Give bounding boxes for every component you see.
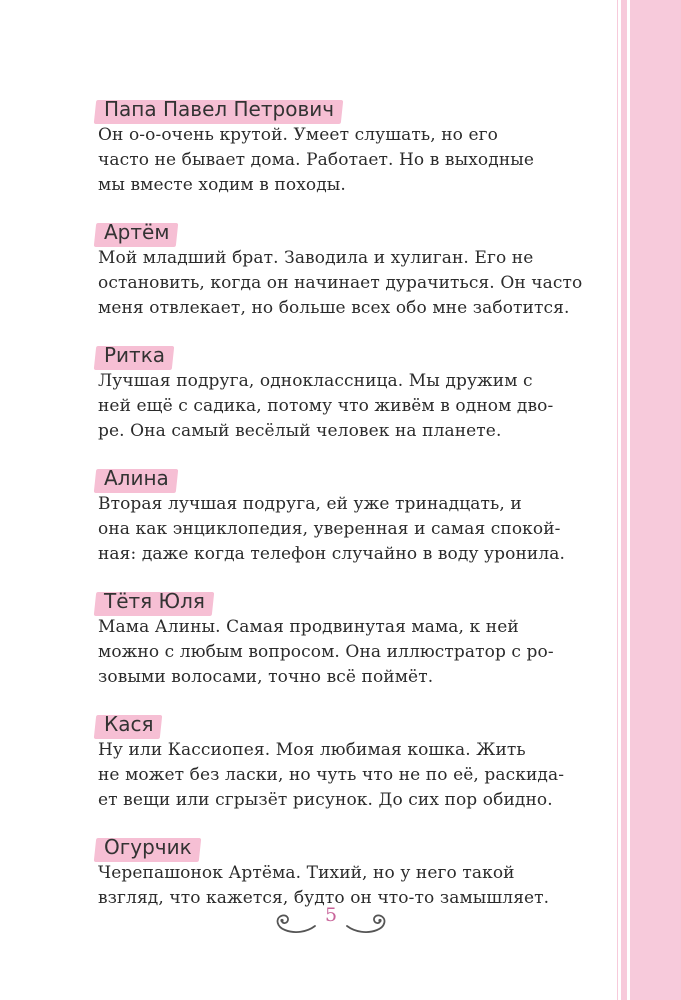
character-name: Кася: [98, 711, 161, 737]
character-description: Он о-о-очень крутой. Умеет слушать, но его часто не бывает дома. Работает. Но в выходные мы вместе ходим в походы.: [98, 125, 535, 195]
page-number: 5: [324, 904, 338, 926]
character-description: Ну или Кассиопея. Моя любимая кошка. Жить не может без ласки, но чуть что не по её, раскида- ет вещи или сгрызёт рисунок. До сих пор обидно.: [98, 740, 565, 810]
character-name: Артём: [98, 219, 177, 245]
page-footer: [271, 898, 391, 948]
page-edge-line: [618, 0, 621, 1000]
character-name: Алина: [98, 465, 177, 491]
left-swirl-icon: [271, 906, 317, 938]
character-description: Черепашонок Артёма. Тихий, но у него такой взгляд, что кажется, будто он что-то замышляет.: [98, 863, 550, 908]
character-name: Папа Павел Петрович: [98, 96, 342, 122]
character-entry: [98, 465, 584, 567]
character-entry: [98, 96, 584, 198]
character-description: Мама Алины. Самая продвинутая мама, к ней можно с любым вопросом. Она иллюстратор с ро- зовыми волосами, точно всё поймёт.: [98, 617, 554, 687]
page-edge-line: [627, 0, 630, 1000]
character-name: Огурчик: [98, 834, 200, 860]
character-description: Мой младший брат. Заводила и хулиган. Его не остановить, когда он начинает дурачиться. Он часто меня отвлекает, но больше всех обо мне заботится.: [98, 248, 583, 318]
character-description: Вторая лучшая подруга, ей уже тринадцать, и она как энциклопедия, уверенная и самая спокой- ная: даже когда телефон случайно в воду уронила.: [98, 494, 565, 564]
character-entry: [98, 588, 584, 690]
character-list: [98, 96, 584, 932]
character-name: Тётя Юля: [98, 588, 213, 614]
right-swirl-icon: [345, 906, 391, 938]
character-entry: [98, 219, 584, 321]
character-description: Лучшая подруга, одноклассница. Мы дружим с ней ещё с садика, потому что живём в одном дво- ре. Она самый весёлый человек на планете.: [98, 371, 554, 441]
character-entry: [98, 711, 584, 813]
character-name: Ритка: [98, 342, 173, 368]
character-entry: [98, 342, 584, 444]
